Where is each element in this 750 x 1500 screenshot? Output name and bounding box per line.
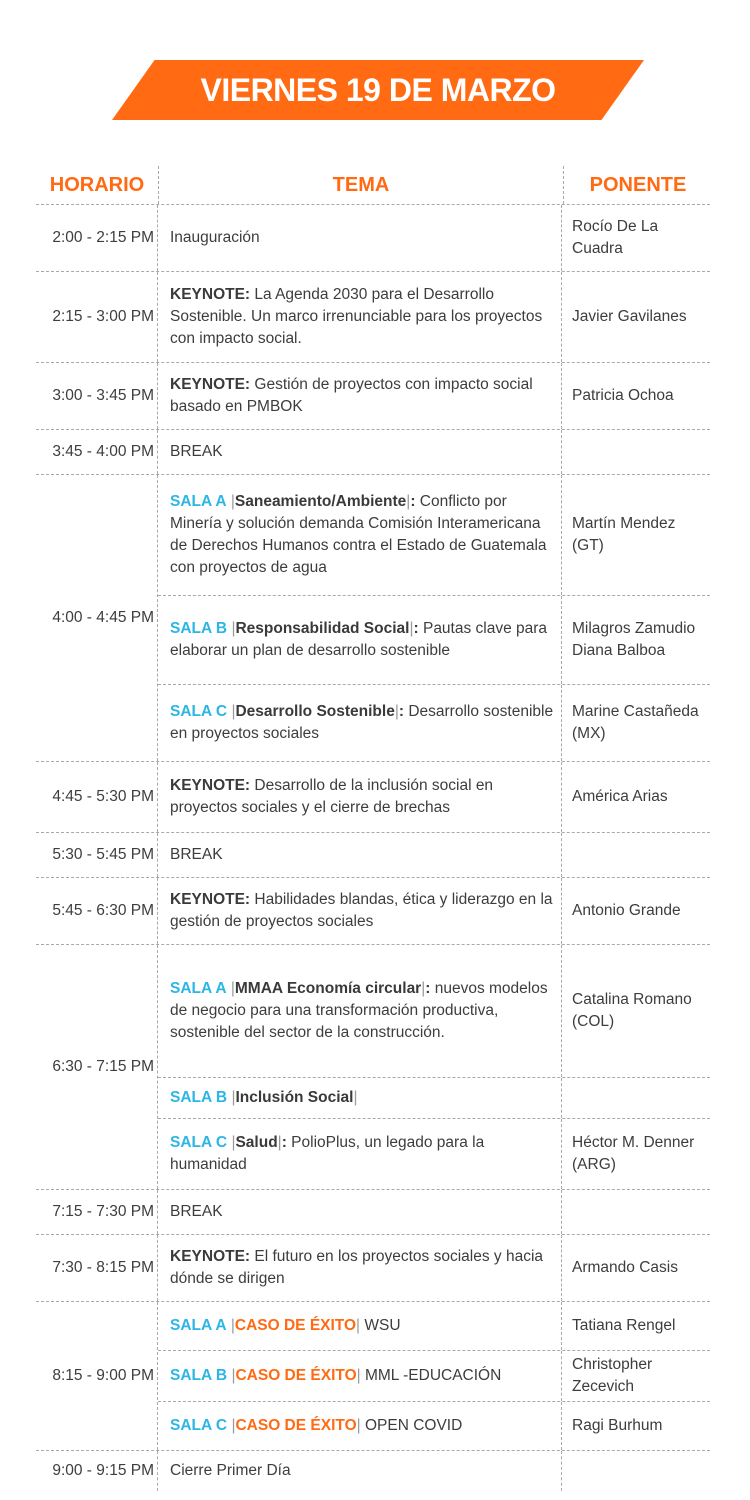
topic-description: El futuro en los proyectos sociales y hacia dónde se dirigen [170,1248,544,1287]
success-case-label: CASO DE ÉXITO [235,1367,357,1384]
speaker-cell: Héctor M. Denner (ARG) [572,1134,695,1173]
separator: | [406,493,411,510]
separator: | [231,1089,236,1106]
keynote-label: KEYNOTE: [170,1248,251,1265]
speaker-cell: Javier Gavilanes [572,308,687,325]
room-label: SALA B [170,1089,228,1106]
separator: | [231,1417,236,1434]
time-block [36,833,710,878]
separator: | [231,1134,236,1151]
table-row [158,1235,710,1301]
header-ponente: PONENTE [589,173,687,196]
topic-cell [158,945,562,1077]
table-row [158,1451,710,1491]
time-slot: 4:00 - 4:45 PM [36,475,158,761]
table-row [158,430,710,474]
topic-category: MMAA Economía circular [234,980,422,997]
room-label: SALA A [170,493,227,510]
topic-description: La Agenda 2030 para el Desarrollo Sostenible. Un marco irrenunciable para los proyectos con impacto social. [170,286,543,347]
topic-cell [158,878,562,944]
topic-description: PolioPlus, un legado para la humanidad [170,1134,485,1173]
table-row [158,595,710,684]
separator: | [356,1317,361,1334]
topic-cell [158,1235,562,1301]
time-slot: 7:30 - 8:15 PM [36,1235,158,1301]
header-horario: HORARIO [36,166,159,204]
topic-cell [158,1119,562,1189]
topic-cell [158,762,562,832]
separator: | [230,980,235,997]
table-row [158,833,710,877]
topic-cell [158,475,562,595]
separator: | [231,620,236,637]
speaker-cell: Patricia Ochoa [572,387,674,404]
keynote-label: KEYNOTE: [170,891,251,908]
room-label: SALA C [170,703,228,720]
topic-cell [158,205,562,271]
time-block [36,272,710,363]
topic-cell [158,685,562,761]
table-row [158,1190,710,1234]
table-row [158,363,710,429]
time-slot: 2:15 - 3:00 PM [36,272,158,362]
table-row [158,878,710,944]
table-row [158,1118,710,1189]
speaker-cell [562,430,710,474]
time-slot: 9:00 - 9:15 PM [36,1451,158,1491]
keynote-label: KEYNOTE: [170,376,251,393]
time-slot: 6:30 - 7:15 PM [36,945,158,1189]
time-block [36,363,710,430]
topic-description: BREAK [170,1203,223,1220]
separator: | [231,1367,236,1384]
time-slot: 7:15 - 7:30 PM [36,1190,158,1234]
topic-cell [158,1302,562,1350]
table-row [158,684,710,761]
topic-description: Habilidades blandas, ética y liderazgo en la gestión de proyectos sociales [170,891,553,930]
colon: : [398,703,405,720]
topic-description: Pautas clave para elaborar un plan de desarrollo sostenible [170,620,548,659]
success-case-label: CASO DE ÉXITO [235,1417,357,1434]
topic-cell [158,1402,562,1450]
room-label: SALA A [170,980,227,997]
time-block [36,1302,710,1451]
time-slot: 8:15 - 9:00 PM [36,1302,158,1450]
table-row [158,272,710,362]
topic-cell [158,1078,562,1118]
separator: | [353,1089,358,1106]
room-label: SALA A [170,1317,227,1334]
topic-category: Responsabilidad Social [235,620,410,637]
topic-description: OPEN COVID [360,1417,463,1434]
speaker-cell: Antonio Grande [572,902,681,919]
topic-description: nuevos modelos de negocio para una transformación productiva, sostenible del sector de la construcción. [170,980,548,1041]
separator: | [356,1417,361,1434]
speaker-cell: Tatiana Rengel [572,1317,676,1334]
room-label: SALA B [170,620,228,637]
topic-cell [158,596,562,684]
separator: | [356,1367,361,1384]
room-label: SALA B [170,1367,228,1384]
room-label: SALA C [170,1417,228,1434]
colon: : [413,620,419,637]
topic-description: Gestión de proyectos con impacto social basado en PMBOK [170,376,533,415]
topic-description: Cierre Primer Día [170,1462,291,1479]
time-slot: 5:30 - 5:45 PM [36,833,158,877]
topic-cell [158,1451,562,1491]
speaker-cell [562,1078,710,1118]
speaker-cell: Marine Castañeda (MX) [572,703,699,742]
topic-category: Inclusión Social [235,1089,354,1106]
speaker-cell [562,833,710,877]
table-row [158,475,710,595]
table-row [158,1401,710,1450]
time-slot: 3:45 - 4:00 PM [36,430,158,474]
room-label: SALA C [170,1134,228,1151]
time-slot: 2:00 - 2:15 PM [36,205,158,271]
time-block [36,205,710,272]
separator: | [231,703,236,720]
topic-cell [158,363,562,429]
topic-description: Conflicto por Minería y solución demanda Comisión Interamericana de Derechos Humanos contra el Estado de Guatemala con proyectos de agua [170,493,547,576]
table-row [158,945,710,1077]
table-row [158,1302,710,1350]
time-block [36,878,710,945]
topic-description: MML -EDUCACIÓN [360,1367,502,1384]
topic-category: Desarrollo Sostenible [235,703,395,720]
topic-cell [158,430,562,474]
colon: : [425,980,431,997]
time-block [36,430,710,475]
topic-description: BREAK [170,846,223,863]
separator: | [277,1134,282,1151]
speaker-cell: Martín Mendez (GT) [572,515,676,554]
schedule-table [36,166,710,1491]
topic-description: Desarrollo sostenible en proyectos sociales [170,703,554,742]
topic-description: Desarrollo de la inclusión social en proyectos sociales y el cierre de brechas [170,777,494,816]
speaker-cell: América Arias [572,788,668,805]
topic-description: BREAK [170,443,223,460]
table-row [158,1077,710,1118]
table-row [158,1350,710,1401]
table-body [36,205,710,1491]
time-slot: 3:00 - 3:45 PM [36,363,158,429]
topic-cell [158,1351,562,1401]
table-row [158,762,710,832]
topic-description: WSU [360,1317,401,1334]
speaker-cell [562,1190,710,1234]
keynote-label: KEYNOTE: [170,777,251,794]
time-block [36,1235,710,1302]
speaker-cell: Christopher Zecevich [572,1356,653,1395]
keynote-label: KEYNOTE: [170,286,251,303]
speaker-cell: Ragi Burhum [572,1417,663,1434]
time-block [36,475,710,762]
colon: : [410,493,416,510]
time-block [36,762,710,833]
colon: : [281,1134,287,1151]
time-slot: 4:45 - 5:30 PM [36,762,158,832]
separator: | [421,980,426,997]
time-block [36,1451,710,1491]
separator: | [394,703,399,720]
separator: | [409,620,414,637]
time-slot: 5:45 - 6:30 PM [36,878,158,944]
time-block [36,1190,710,1235]
topic-description: Inauguración [170,229,260,246]
speaker-cell: Catalina Romano (COL) [572,991,692,1030]
topic-cell [158,1190,562,1234]
speaker-cell: Milagros Zamudio Diana Balboa [572,620,696,659]
success-case-label: CASO DE ÉXITO [234,1317,357,1334]
topic-cell [158,833,562,877]
separator: | [230,493,235,510]
table-header [36,166,710,205]
speaker-cell [562,1451,710,1491]
topic-category: Saneamiento/Ambiente [234,493,407,510]
speaker-cell: Armando Casis [572,1259,678,1276]
header-tema: TEMA [159,166,564,204]
topic-cell [158,272,562,362]
separator: | [230,1317,235,1334]
topic-category: Salud [235,1134,278,1151]
time-block [36,945,710,1190]
table-row [158,205,710,271]
speaker-cell: Rocío De La Cuadra [572,218,659,257]
title-banner [112,60,644,120]
page-title: VIERNES 19 DE MARZO [200,71,556,108]
